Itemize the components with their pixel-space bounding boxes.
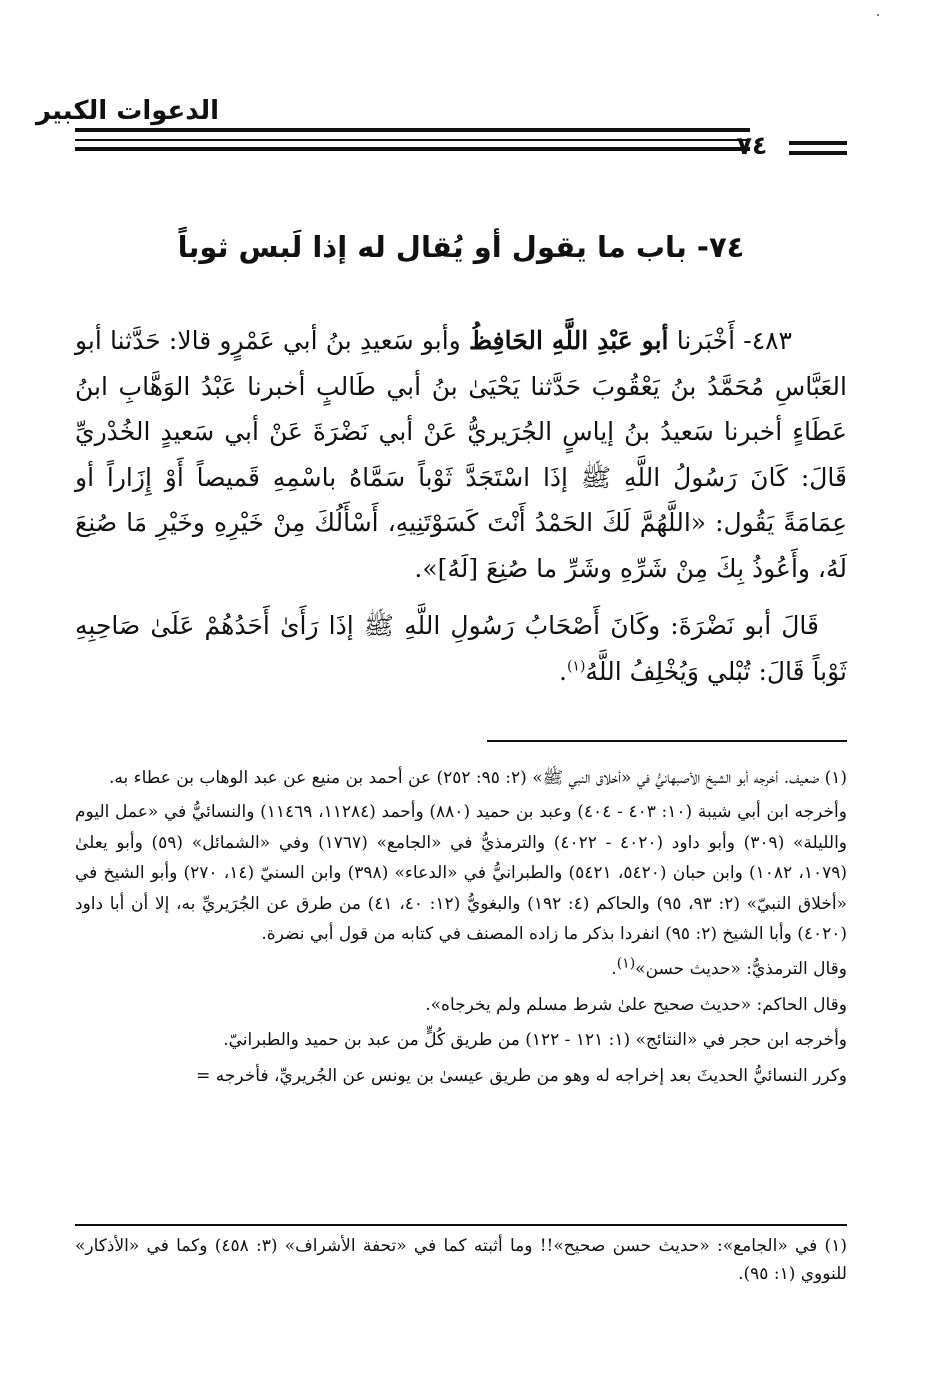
footnote-line: وقال الترمذيُّ: «حديث حسن»$^{(١)}$. (611, 955, 847, 980)
running-header-title: الدعوات الكبير (35, 96, 219, 126)
footnote-line: وكرر النسائيُّ الحديثَ بعد إخراجه له وهو من طريق عيسىٰ بن يونس عن الجُريريِّ، فأخرجه = (196, 1065, 847, 1086)
page-number-rule (789, 151, 847, 155)
footnote-marker: (١) (616, 955, 636, 972)
hadith-paragraph (75, 318, 847, 591)
subnote-separator (75, 1224, 847, 1226)
footnote-line: وقال الحاكم: «حديث صحيح علىٰ شرط مسلم ولم يخرجاه». (425, 994, 847, 1015)
hadith-text (75, 318, 847, 694)
hadith-narrator: أبو عَبْدِ اللَّهِ الحَافِظُ (468, 326, 669, 355)
hadith-body: وأبو سَعيدِ بنُ أبي عَمْرٍو قالا: حَدَّثنا أبو العَبَّاسِ مُحَمَّدُ بنُ يَعْقُوبَ حَدَّثنا يَحْيَىٰ بنُ أبي طَالبٍ أخبرنا عَبْدُ الوَهَّابِ ابنُ عَطَاءٍ أخبرنا سَعيدُ بنُ إياسٍ الجُرَيريُّ عَنْ أبي نَضْرَةَ عَنْ أبي سَعيدٍ الخُدْريِّ قَالَ: كَانَ رَسُولُ اللَّهِ ﷺ إذَا اسْتَجَدَّ ثَوْباً سَمَّاهُ باسْمِهِ قَميصاً أَوْ إِزَاراً أو عِمَامَةً يَقُول: «اللَّهُمَّ لَكَ الحَمْدُ أَنْتَ كَسَوْتَنِيهِ، أَسْأَلُكَ مِنْ خَيْرِهِ وخَيْرِ مَا صُنِعَ لَهُ، وأَعُوذُ بِكَ مِنْ شَرِّهِ وشَرِّ ما صُنِعَ [لَهُ]». (75, 326, 847, 583)
subnote-text: (١) في «الجامع»: «حديث حسن صحيح»!! وما أثبته كما في «تحفة الأشراف» (٣: ٤٥٨) وكما في «الأذكار» للنووي (١: ٩٥). (75, 1236, 847, 1284)
subnote (75, 1232, 847, 1288)
footnote-line: وأخرجه ابن حجر في «النتائج» (١: ١٢١ - ١٢٢) من طريق كُلٍّ من عبد بن حميد والطبرانيّ. (223, 1030, 847, 1051)
hadith-paragraph (75, 603, 847, 694)
footnote-line-text: وقال الترمذيُّ: «حديث حسن» (635, 959, 847, 980)
page-number-rule (789, 141, 847, 145)
chapter-title: ٧٤- باب ما يقول أو يُقال له إذا لَبس ثوباً (177, 230, 745, 264)
page-number: ٧٤ (736, 131, 768, 160)
footnote-line: وأخرجه ابن أبي شيبة (١٠: ٤٠٣ - ٤٠٤) وعبد بن حميد (٨٨٠) وأحمد (١١٢٨٤، ١١٤٦٩) والنسائيُّ في «عمل اليوم والليلة» (٣٠٩) وأبو داود (٤٠٢٠ - ٤٠٢٢) والترمذيُّ في «الجامع» (١٧٦٧) وفي «الشمائل» (٥٩) وأبو يعلىٰ (١٠٧٩، ١٠٨٢) وابن حبان (٥٤٢٠، ٥٤٢١) والطبرانيُّ في «الدعاء» (٣٩٨) وابن السنيّ (١٤، ٢٧٠) وأبو الشيخ في «أخلاق النبيّ» (٢: ٩٣، ٩٥) والحاكم (٤: ١٩٢) والبغويُّ (١٢: ٤٠، ٤١) من طرق عن الجُرَيريِّ به، إلا أن أبا داود (٤٠٢٠) وأبا الشيخ (٢: ٩٥) انفردا بذكر ما زاده المصنف في كتابه من قول أبي نضرة. (75, 802, 848, 945)
header-rule (75, 139, 750, 141)
header-rule (75, 147, 750, 151)
hadith-second-paragraph: قَالَ أبو نَضْرَةَ: وكَانَ أَصْحَابُ رَسُولِ اللَّهِ ﷺ إذَا رَأَىٰ أَحَدُهُمْ عَلَىٰ صَاحِبِهِ ثَوْباً قَالَ: تُبْلي وَيُخْلِفُ اللَّهُ (75, 611, 847, 686)
footnote-line: (١) ضعيف. أخرجه أبو الشيخ الأصبهانيُّ في «أخلاق النبي ﷺ» (٢: ٩٥: ٢٥٢) عن أحمد بن منيع عن عبد الوهاب بن عطاء به. (108, 768, 847, 788)
hadith-opening: أَخْبَرنا (676, 326, 736, 355)
header-rule (75, 128, 750, 132)
footnotes (75, 763, 847, 1091)
footnote-separator (487, 740, 847, 742)
hadith-end: . (559, 656, 567, 686)
hadith-number: ٤٨٣- (743, 326, 792, 355)
footnote-marker: (١) (566, 658, 586, 675)
scan-speck (877, 14, 879, 16)
